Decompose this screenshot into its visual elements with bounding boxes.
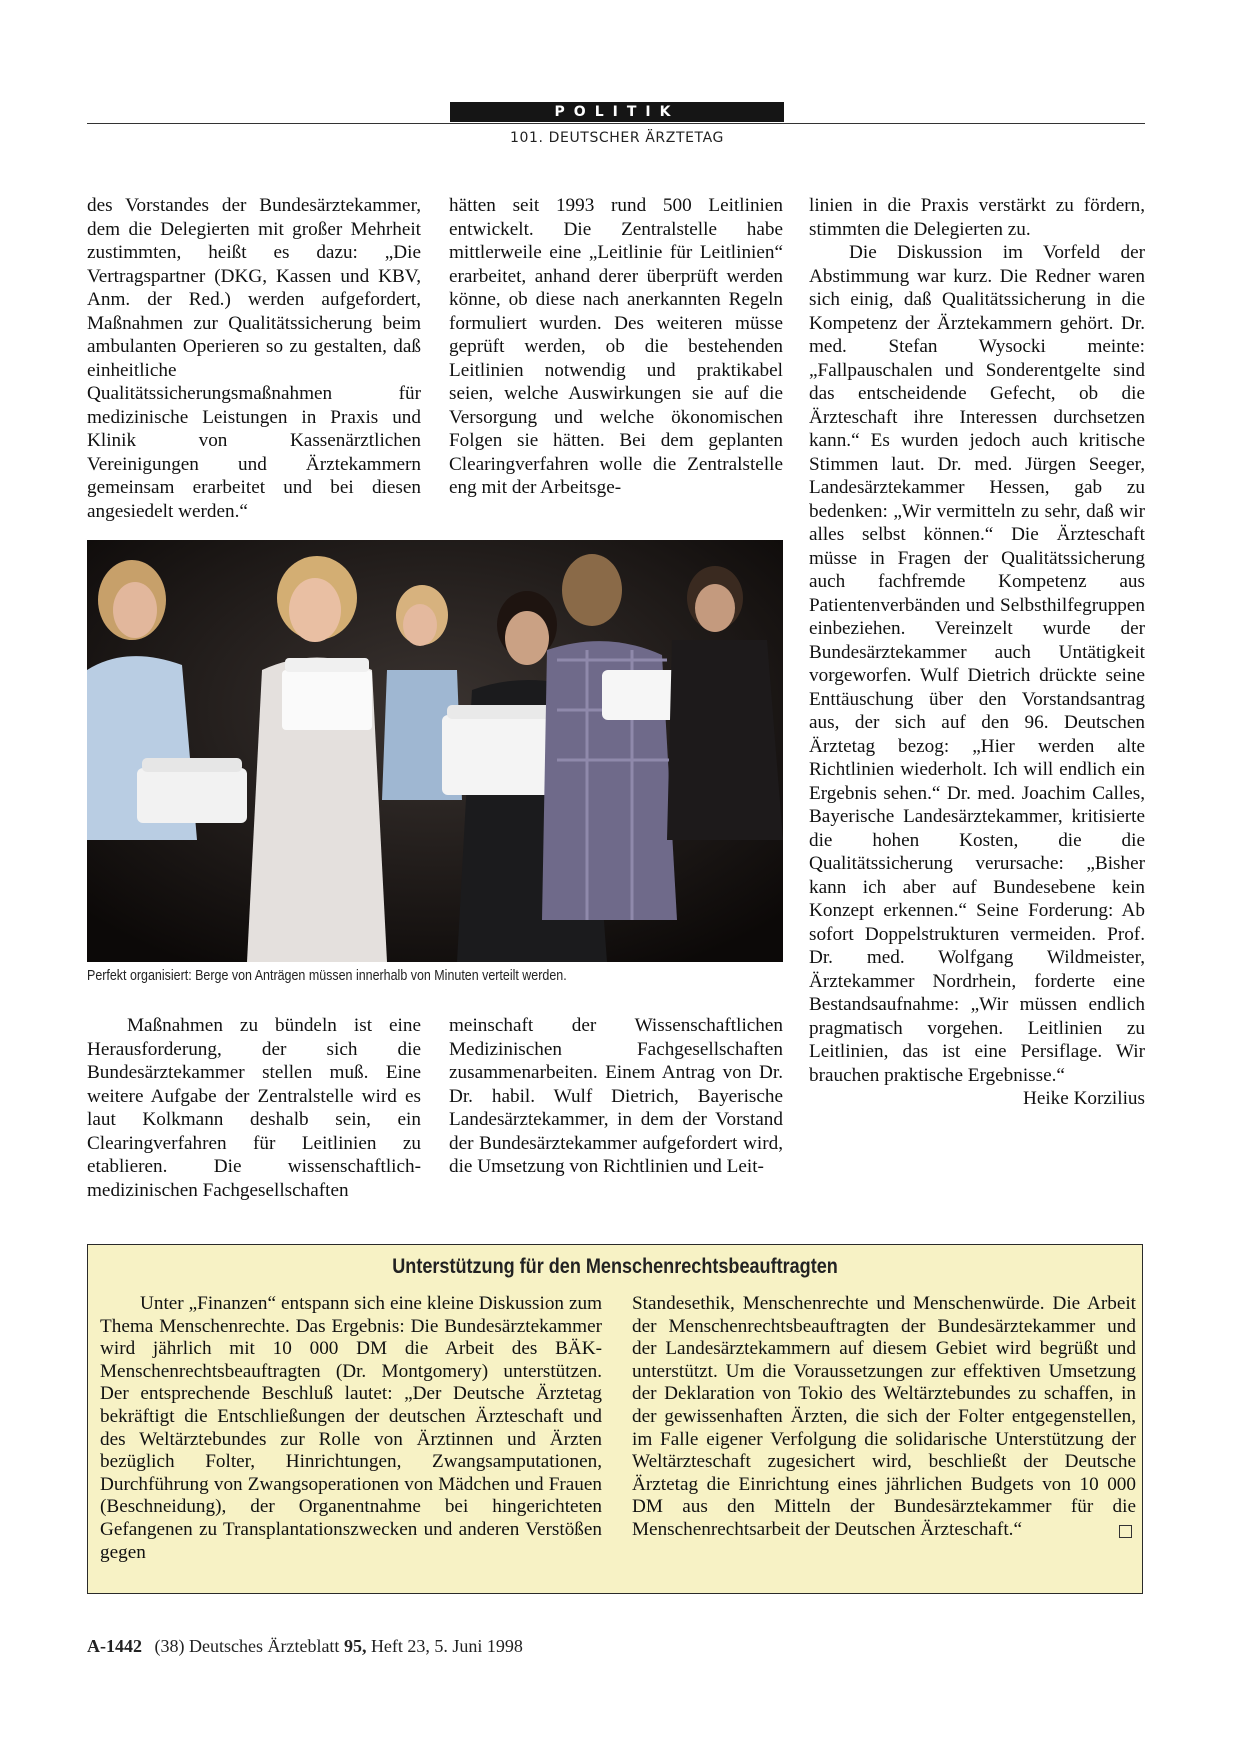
author-signature: Heike Korzilius	[1022, 1088, 1145, 1109]
subsection-label: 101. DEUTSCHER ÄRZTETAG	[510, 130, 724, 146]
page-footer	[87, 1636, 523, 1657]
info-box-title	[88, 1255, 1142, 1279]
info-box-column-1	[100, 1293, 602, 1564]
article-paragraph: hätten seit 1993 rund 500 Leitlinien entwickelt. Die Zentralstelle habe mittlerweile eine „Leitlinie für Leitlinien“ erarbeitet, anhand derer überprüft werden könne, ob diese nach anerkannten Regeln formuliert wurden. Des weiteren müsse geprüft werden, ob die bestehenden Leitlinien notwendig und praktikabel seien, welche Auswirkungen sie auf die Versorgung und welche ökonomischen Folgen sie hätten. Bei dem geplanten Clearingverfahren wolle die Zentralstelle eng mit der Arbeitsge-	[449, 195, 783, 498]
info-box-paragraph: Unter „Finanzen“ entspann sich eine kleine Diskussion zum Thema Menschenrechte. Das Ergebnis: Die Bundesärztekammer wird jährlich mit 10 000 DM die Arbeit des BÄK-Menschenrechtsbeauftragten (Dr. Montgomery) unterstützen. Der entsprechende Beschluß lautet: „Der Deutsche Ärztetag bekräftigt die Entschließungen der deutschen Ärzteschaft und des Weltärztebundes zur Rolle von Ärztinnen und Ärzten bezüglich Folter, Hinrichtungen, Zwangsamputationen, Durchführung von Zwangsoperationen von Mädchen und Frauen (Beschneidung), der Organentnahme bei hingerichteten Gefangenen zu Transplantationszwecken und anderen Verstößen gegen	[100, 1293, 602, 1563]
info-box-paragraph-text: Standesethik, Menschenrechte und Menschenwürde. Die Arbeit der Menschenrechtsbeauftragten der Bundesärztekammer und der Landesärztekammern auf diesem Gebiet wird begrüßt und unterstützt. Um die Voraussetzungen zur effektiven Umsetzung der Deklaration von Tokio des Weltärztebundes zu schaffen, in der gewissenhaften Ärzten, die sich der Folter entgegenstellen, im Falle eigener Verfolgung die solidarische Unterstützung der Weltärzteschaft zugesichert wird, beschließt der Deutsche Ärztetag die Einrichtung eines jährlichen Budgets von 10 000 DM aus den Mitteln der Bundesärztekammer für die Menschenrechtsarbeit der Deutschen Ärzteschaft.“	[632, 1293, 1136, 1540]
article-photo	[87, 540, 783, 962]
section-label: POLITIK	[554, 104, 680, 120]
article-column-1-bottom	[87, 1014, 421, 1202]
volume-number: 95,	[343, 1636, 367, 1656]
article-paragraph-text: Die Diskussion im Vorfeld der Abstimmung war kurz. Die Redner waren sich einig, daß Qualitätssicherung in die Kompetenz der Ärztekammern gehört. Dr. med. Stefan Wysocki meinte: „Fallpauschalen und Sonderentgelte sind das entscheidende Gefecht, ob die Ärzteschaft ihre Interessen durchsetzen kann.“ Es wurden jedoch auch kritische Stimmen laut. Dr. med. Jürgen Seeger, Landesärztekammer Hessen, gab zu bedenken: „Wir vermitteln zu sehr, daß wir alles selbst können.“ Die Ärzteschaft müsse in Fragen der Qualitätssicherung auch fachfremde Kompetenz aus Patientenverbänden und Selbsthilfegruppen einbeziehen. Vereinzelt wurde der Bundesärztekammer auch Untätigkeit vorgeworfen. Wulf Dietrich drückte seine Enttäuschung über den Vorstandsantrag aus, der sich auf den 96. Deutschen Ärztetag bezog: „Hier werden alte Richtlinien wiederholt. Ich will endlich ein Ergebnis sehen.“ Dr. med. Joachim Calles, Bayerische Landesärztekammer, kritisierte die hohen Kosten, die die Qualitätssicherung verursache: „Bisher kann ich aber auf Bundesebene kein Konzept erkennen.“ Seine Forderung: Ab sofort Doppelstrukturen vermeiden. Prof. Dr. med. Wolfgang Wildmeister, Ärztekammer Nordrhein, forderte eine Bestandsaufnahme: „Wir müssen endlich pragmatisch vorgehen. Leitlinien zu Leitlinien, das ist eine Persiflage. Wir brauchen praktische Ergebnisse.“	[809, 242, 1145, 1086]
info-box-paragraph	[632, 1293, 1136, 1542]
info-box	[87, 1244, 1143, 1594]
article-column-3	[809, 194, 1145, 1111]
header-rule	[87, 123, 1145, 124]
article-paragraph: des Vorstandes der Bundesärztekammer, dem die Delegierten mit großer Mehrheit zustimmten, heißt es dazu: „Die Vertragspartner (DKG, Kassen und KBV, Anm. der Red.) werden aufgefordert, Maßnahmen zur Qualitätssicherung beim ambulanten Operieren so zu gestalten, daß einheitliche Qualitätssicherungsmaßnahmen für medizinische Leistungen in Praxis und Klinik von Kassenärztlichen Vereinigungen und Ärztekammern gemeinsam erarbeitet und bei diesen angesiedelt werden.“	[87, 195, 421, 522]
info-box-title-text: Unterstützung für den Menschenrechtsbeauftragten	[392, 1255, 838, 1278]
photo-illustration	[87, 540, 783, 962]
article-column-2-top	[449, 194, 783, 500]
photo-caption: Perfekt organisiert: Berge von Anträgen müssen innerhalb von Minuten verteilt werden.	[87, 968, 567, 984]
page-number: A-1442	[87, 1636, 142, 1656]
journal-name: (38) Deutsches Ärzteblatt	[154, 1636, 340, 1656]
article-column-2-bottom	[449, 1014, 783, 1179]
end-mark-icon	[1119, 1525, 1132, 1538]
article-paragraph: linien in die Praxis verstärkt zu fördern, stimmten die Delegierten zu.	[809, 195, 1145, 240]
section-banner	[450, 102, 784, 122]
issue-info: Heft 23, 5. Juni 1998	[370, 1636, 523, 1656]
article-paragraph: Maßnahmen zu bündeln ist eine Herausforderung, der sich die Bundesärztekammer stellen muß. Eine weitere Aufgabe der Zentralstelle wird es laut Kolkmann deshalb sein, ein Clearingverfahren für Leitlinien zu etablieren. Die wissenschaftlich-medizinischen Fachgesellschaften	[87, 1015, 421, 1201]
article-paragraph: meinschaft der Wissenschaftlichen Medizinischen Fachgesellschaften zusammenarbeiten. Einem Antrag von Dr. Dr. habil. Wulf Dietrich, Bayerische Landesärztekammer, in dem der Vorstand der Bundesärztekammer aufgefordert wird, die Umsetzung von Richtlinien und Leit-	[449, 1015, 783, 1177]
info-box-column-2	[632, 1293, 1136, 1542]
article-paragraph	[809, 241, 1145, 1109]
article-column-1-top	[87, 194, 421, 523]
